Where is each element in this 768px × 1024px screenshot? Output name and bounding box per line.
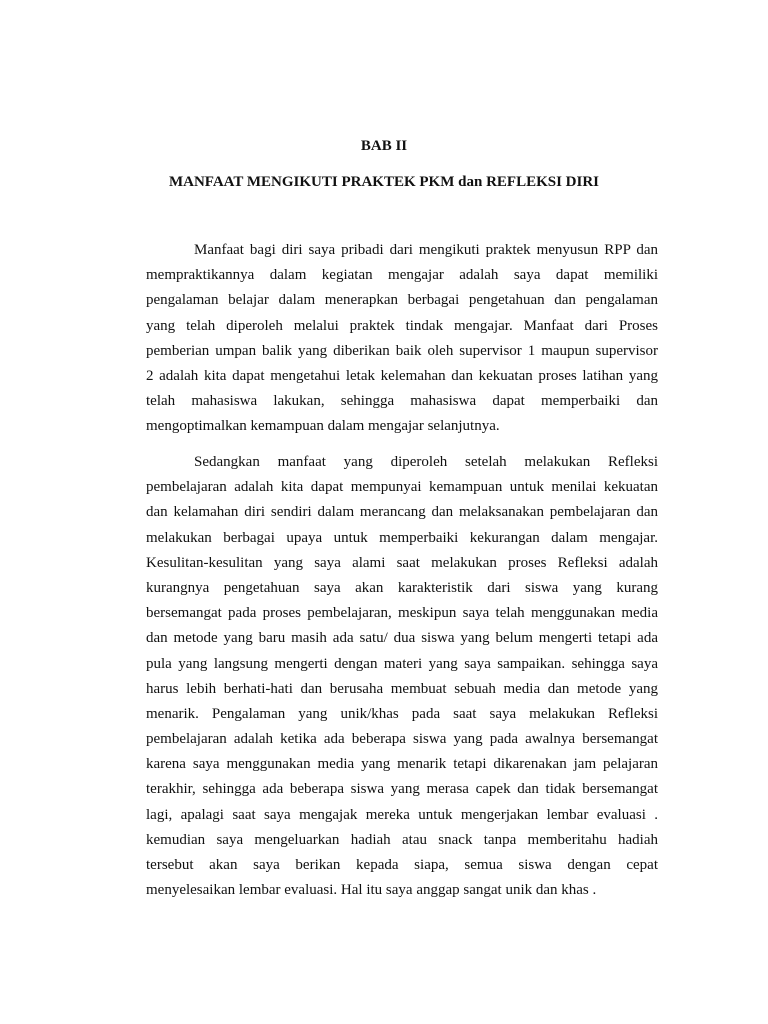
paragraph-line: mengoptimalkan kemampuan dalam mengajar selanjutnya.	[146, 418, 500, 435]
paragraph-line: dan kelamahan diri sendiri dalam merancang dan melaksanakan pembelajaran dan	[146, 504, 658, 521]
paragraph-line: lagi, apalagi saat saya mengajak mereka untuk mengerjakan lembar evaluasi .	[146, 806, 658, 823]
paragraph-line: kurangnya pengetahuan saya akan karakteristik dari siswa yang kurang	[146, 579, 658, 596]
paragraph-line: yang telah diperoleh melalui praktek tindak mengajar. Manfaat dari Proses	[146, 317, 658, 334]
body-paragraph-2	[146, 450, 658, 903]
paragraph-line: pula yang langsung mengerti dengan materi yang saya sampaikan. sehingga saya	[146, 655, 658, 672]
paragraph-line: telah mahasiswa lakukan, sehingga mahasiswa dapat memperbaiki dan	[146, 393, 658, 410]
paragraph-line: pembelajaran adalah ketika ada beberapa siswa yang pada awalnya bersemangat	[146, 731, 658, 748]
body-paragraph-1	[146, 238, 658, 440]
paragraph-line: Sedangkan manfaat yang diperoleh setelah melakukan Refleksi	[194, 454, 658, 470]
paragraph-line: terakhir, sehingga ada beberapa siswa yang merasa capek dan tidak bersemangat	[146, 781, 658, 798]
paragraph-line: Kesulitan-kesulitan yang saya alami saat melakukan proses Refleksi adalah	[146, 554, 658, 571]
paragraph-line: pengalaman belajar dalam menerapkan berbagai pengetahuan dan pengalaman	[146, 292, 658, 309]
paragraph-line: pembelajaran adalah kita dapat mempunyai kemampuan untuk menilai kekuatan	[146, 479, 658, 496]
paragraph-line: menarik. Pengalaman yang unik/khas pada saat saya melakukan Refleksi	[146, 705, 658, 722]
paragraph-line: harus lebih berhati-hati dan berusaha membuat sebuah media dan metode yang	[146, 680, 658, 697]
paragraph-line: 2 adalah kita dapat mengetahui letak kelemahan dan kekuatan proses latihan yang	[146, 367, 658, 384]
paragraph-line: pemberian umpan balik yang diberikan baik oleh supervisor 1 maupun supervisor	[146, 342, 658, 359]
paragraph-line: bersemangat pada proses pembelajaran, meskipun saya telah menggunakan media	[146, 605, 658, 622]
chapter-title: MANFAAT MENGIKUTI PRAKTEK PKM dan REFLEKSI DIRI	[168, 174, 600, 190]
chapter-heading: BAB II	[360, 138, 408, 154]
paragraph-line: melakukan berbagai upaya untuk memperbaiki kekurangan dalam mengajar.	[146, 529, 658, 546]
paragraph-line: Manfaat bagi diri saya pribadi dari mengikuti praktek menyusun RPP dan	[194, 242, 658, 258]
paragraph-line: kemudian saya mengeluarkan hadiah atau snack tanpa memberitahu hadiah	[146, 831, 658, 848]
paragraph-line: mempraktikannya dalam kegiatan mengajar adalah saya dapat memiliki	[146, 267, 658, 284]
paragraph-line: tersebut akan saya berikan kepada siapa, semua siswa dengan cepat	[146, 857, 658, 873]
paragraph-line: karena saya menggunakan media yang menarik tetapi dikarenakan jam pelajaran	[146, 756, 658, 773]
paragraph-line: menyelesaikan lembar evaluasi. Hal itu saya anggap sangat unik dan khas .	[146, 882, 597, 899]
paragraph-line: dan metode yang baru masih ada satu/ dua siswa yang belum mengerti tetapi ada	[146, 630, 658, 647]
